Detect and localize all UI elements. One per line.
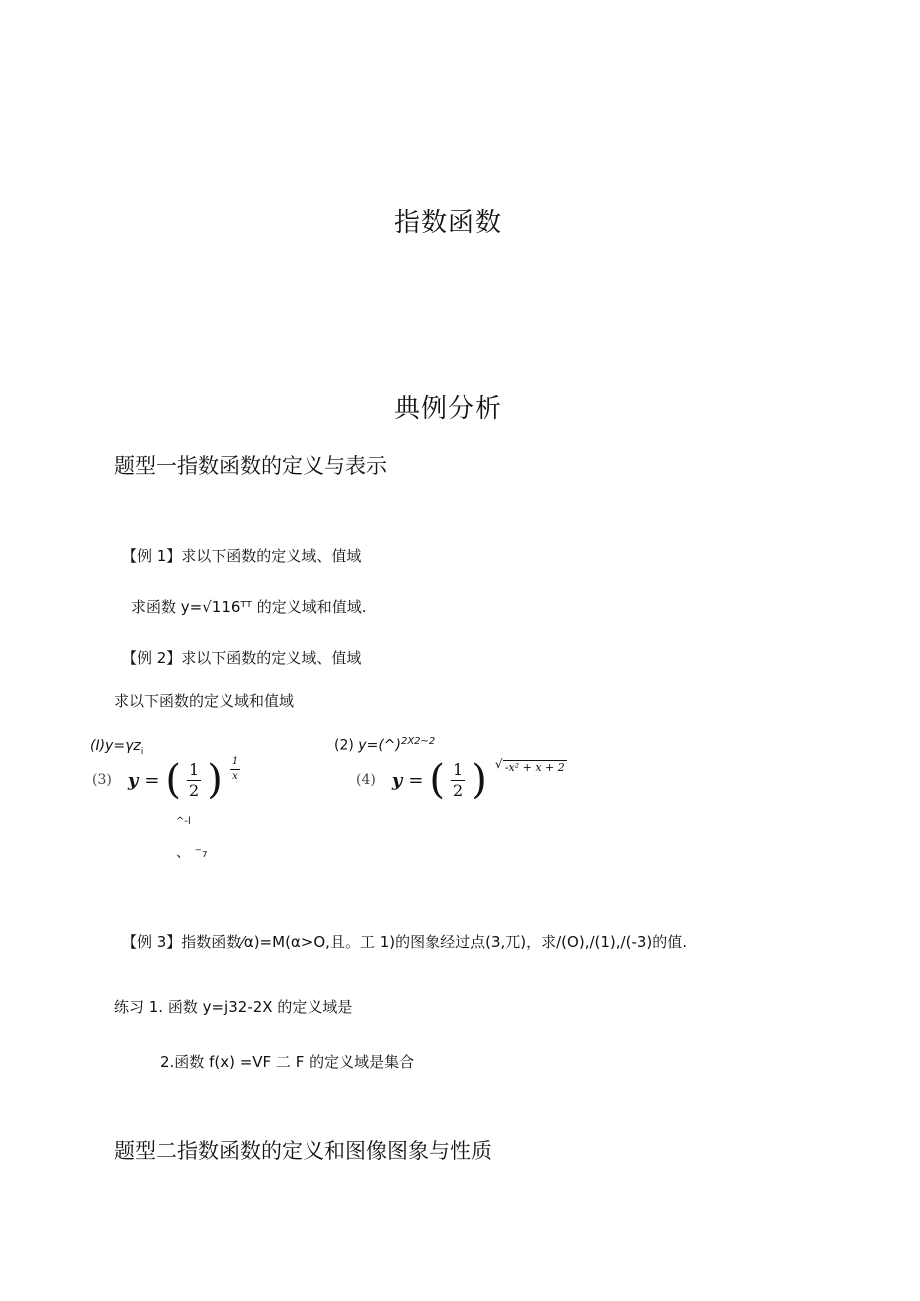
formula-4-base-fraction [451,759,465,800]
practice-1: 练习 1. 函数 y=j32-2X 的定义域是 [114,998,353,1016]
formula-3-exponent-denominator: x [232,771,238,782]
formula-2-number: (2) [334,737,354,754]
example2-label: 【例 2】求以下函数的定义域、值域 [122,649,362,667]
formula-3-label: (3) [92,772,112,788]
section-title: 典例分析 [394,394,503,424]
formula-1-text: (I)y=γz [90,738,141,754]
formula-3-base-fraction [187,759,201,800]
formula-4 [356,757,567,803]
formula-3-equals: = [144,769,160,791]
formula-3-exponent [230,754,240,782]
formula-4-y: y [391,769,403,791]
formula-4-denominator: 2 [453,780,464,800]
formula-4-label: (4) [356,772,376,788]
formula-2 [334,736,435,754]
example2-body: 求以下函数的定义域和值域 [114,692,295,710]
formula-3-exponent-numerator: 1 [230,757,240,770]
example1-body: 求函数 y=√116ᵀᵀ 的定义域和值域. [131,598,367,616]
formula-2-text: y=(^) [358,737,401,754]
formula-4-equals: = [408,769,424,791]
formula-3 [92,756,240,803]
formula-3-numerator: 1 [189,759,200,779]
example1-label: 【例 1】求以下函数的定义域、值域 [122,547,362,565]
practice-2: 2.函数 f(x) =VF 二 F 的定义域是集合 [160,1053,415,1071]
formula-4-numerator: 1 [453,759,464,779]
type2-heading: 题型二指数函数的定义和图像图象与性质 [114,1139,492,1163]
formula-2-superscript: 2X2~2 [400,736,436,747]
page-title: 指数函数 [394,208,503,238]
type1-heading: 题型一指数函数的定义与表示 [114,454,387,478]
formula-3-denominator: 2 [189,780,200,800]
formula-1-subscript: i [140,746,144,757]
formula-4-exponent-radicand: √ -x² + x + 2 [503,760,567,774]
formula-3-left-paren: ( [165,757,182,803]
example3: 【例 3】指数函数⁄α)=M(α>O,且。工 1)的图象经过点(3,兀)，求/(O),/(1),/(-3)的值. [122,933,688,951]
formula-1 [90,738,143,757]
stray-mark-2: 、 ⁻₇ [176,845,208,861]
formula-3-right-paren: ) [207,757,223,803]
formula-3-y: y [127,769,139,791]
formula-4-exponent [503,760,567,774]
formula-4-right-paren: ) [471,757,487,803]
stray-mark-1: ^-l [176,816,191,827]
formula-4-left-paren: ( [429,757,446,803]
